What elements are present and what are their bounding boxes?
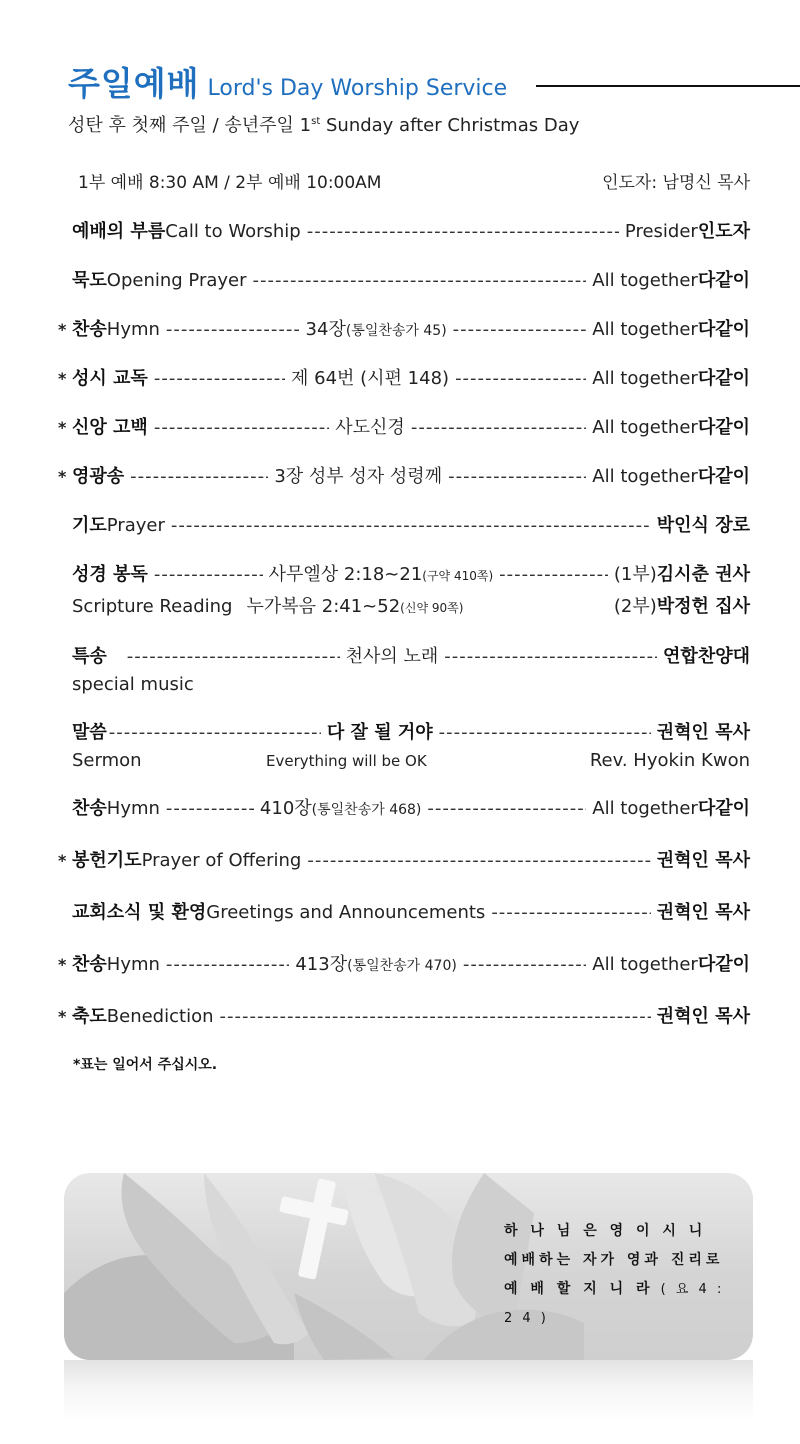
item-korean: 성시 교독 <box>72 368 148 389</box>
order-item <box>58 217 750 266</box>
verse-citation: ( 요 4 : 2 4 ) <box>504 1282 725 1326</box>
leader-dashes <box>253 270 587 291</box>
preacher-english: Rev. Hyokin Kwon <box>589 750 750 771</box>
standing-mark: * <box>58 851 67 870</box>
sermon-english: Sermon <box>72 750 142 771</box>
leader-korean: 다같이 <box>697 466 751 487</box>
sermon-english-row <box>58 750 750 780</box>
order-item <box>58 462 750 511</box>
leader-dashes <box>154 417 329 438</box>
standing-mark: * <box>58 418 67 437</box>
order-item <box>58 364 750 413</box>
leader-dashes <box>499 564 608 585</box>
leader-dashes <box>411 417 586 438</box>
leader-korean: 다같이 <box>697 368 750 389</box>
hands-cross-photo <box>64 1173 753 1360</box>
leader-dashes <box>455 368 586 389</box>
leader-korean: 권혁인 목사 <box>656 850 750 871</box>
sermon-korean: 말씀 <box>72 722 107 743</box>
order-item <box>58 413 750 462</box>
scripture-page-2: (신약 90쪽) <box>400 601 464 615</box>
leader-dashes <box>307 221 619 242</box>
leader-english: Presider <box>624 221 698 242</box>
leader-dashes <box>166 954 289 975</box>
leader-english: All together <box>592 319 698 340</box>
item-korean: 찬송 <box>72 319 107 340</box>
leader-dashes <box>453 319 587 340</box>
item-english: Prayer <box>106 515 165 536</box>
leader-english: All together <box>592 798 698 819</box>
special-title: 천사의 노래 <box>345 646 439 667</box>
item-detail-small: (통일찬송가 468) <box>311 802 422 818</box>
item-english: Opening Prayer <box>106 270 247 291</box>
subtitle-sup: st <box>311 116 321 127</box>
leader-dashes <box>491 902 650 923</box>
reader-service-2: (2부) <box>613 596 657 617</box>
standing-mark: * <box>58 320 67 339</box>
order-item <box>58 898 750 950</box>
leader-dashes <box>444 646 657 667</box>
page-title <box>68 58 758 105</box>
item-detail-small: (통일찬송가 470) <box>347 958 457 974</box>
leader-korean: 다같이 <box>697 954 750 975</box>
scripture-passage-1: 사무엘상 2:18~21 <box>268 564 423 585</box>
sermon-row <box>58 718 750 750</box>
item-detail: 3장 성부 성자 성령께 <box>274 466 443 487</box>
leader-dashes <box>127 646 340 667</box>
item-korean: 찬송 <box>72 954 107 975</box>
item-english: Call to Worship <box>165 221 301 242</box>
scripture-page-1: (구약 410쪽) <box>422 569 494 583</box>
leader-dashes <box>154 368 285 389</box>
leader-dashes <box>109 722 321 743</box>
leader-dashes <box>166 319 300 340</box>
leader-dashes <box>439 722 651 743</box>
preacher-korean: 권혁인 목사 <box>656 722 750 743</box>
subtitle-korean: 성탄 후 첫째 주일 / 송년주일 1 <box>68 115 312 136</box>
reader-1: 김시춘 권사 <box>656 564 751 585</box>
leader-english: All together <box>592 417 698 438</box>
order-item <box>58 266 750 315</box>
item-korean: 찬송 <box>72 798 107 819</box>
scripture-row-2 <box>58 592 750 626</box>
presider: 인도자: 남명신 목사 <box>602 173 750 193</box>
order-of-worship <box>58 168 750 1054</box>
scripture-english: Scripture Reading <box>72 596 233 617</box>
item-detail: 413장 <box>295 954 348 975</box>
choir: 연합찬양대 <box>663 646 750 667</box>
leader-dashes <box>220 1006 651 1027</box>
verse-line-2: 예배하는 자가 영과 진리로 <box>504 1252 724 1268</box>
special-english: special music <box>72 674 194 695</box>
leader-korean: 다같이 <box>697 417 750 438</box>
item-korean: 축도 <box>72 1006 107 1027</box>
scripture-korean: 성경 봉독 <box>72 564 148 585</box>
item-english: Hymn <box>106 319 160 340</box>
leader-dashes <box>463 954 586 975</box>
item-english: Hymn <box>106 954 160 975</box>
title-divider <box>536 85 800 87</box>
item-english: Greetings and Announcements <box>206 902 486 923</box>
scripture-passage-2: 누가복음 2:41~52 <box>246 596 401 617</box>
item-detail: 410장 <box>259 798 312 819</box>
leader-english: All together <box>592 954 698 975</box>
leader-dashes <box>307 850 650 871</box>
sermon-block <box>58 718 750 794</box>
sermon-title: 다 잘 될 거야 <box>326 722 433 743</box>
leader-dashes <box>166 798 254 819</box>
item-korean: 봉헌기도 <box>72 850 142 871</box>
item-english: Prayer of Offering <box>141 850 302 871</box>
leader-korean: 권혁인 목사 <box>656 1006 750 1027</box>
leader-dashes <box>171 515 651 536</box>
special-row <box>58 642 750 674</box>
leader-korean: 다같이 <box>697 319 751 340</box>
item-korean: 교회소식 및 환영 <box>72 902 207 923</box>
item-english: Benediction <box>106 1006 214 1027</box>
service-times: 1부 예배 8:30 AM / 2부 예배 10:00AM <box>78 173 382 193</box>
bible-verse <box>504 1217 734 1333</box>
leader-dashes <box>154 564 263 585</box>
item-korean: 신앙 고백 <box>72 417 148 438</box>
leader-korean: 권혁인 목사 <box>656 902 750 923</box>
reader-service-1: (1부) <box>613 564 657 585</box>
order-item <box>58 315 750 364</box>
special-music-block <box>58 642 750 718</box>
leader-dashes <box>427 798 586 819</box>
leader-english: All together <box>592 368 698 389</box>
leader-english: All together <box>592 466 698 487</box>
item-korean: 기도 <box>72 515 107 536</box>
standing-note: *표는 일어서 주십시오. <box>73 1057 218 1073</box>
item-korean: 영광송 <box>72 466 125 487</box>
verse-line-1: 하 나 님 은 영 이 시 니 <box>504 1223 707 1239</box>
scripture-row-1 <box>58 560 750 592</box>
cross-icon <box>279 1178 349 1280</box>
standing-mark: * <box>58 467 67 486</box>
order-item <box>58 1002 750 1054</box>
item-korean: 묵도 <box>72 270 107 291</box>
service-times-row <box>58 168 750 217</box>
item-detail: 제 64번 (시편 148) <box>291 368 450 389</box>
subtitle-english: Sunday after Christmas Day <box>320 115 580 136</box>
header <box>68 58 758 137</box>
item-korean: 예배의 부름 <box>72 221 166 242</box>
order-item <box>58 846 750 898</box>
title-korean: 주일예배 <box>68 64 200 103</box>
item-detail-small: (통일찬송가 45) <box>345 323 447 339</box>
special-korean: 특송 <box>72 646 107 667</box>
leader-korean: 다같이 <box>697 798 750 819</box>
scripture-block <box>58 560 750 642</box>
item-detail: 34장 <box>305 319 346 340</box>
sermon-title-english: Everything will be OK <box>266 752 427 770</box>
title-english: Lord's Day Worship Service <box>207 76 508 101</box>
order-item <box>58 950 750 1002</box>
reader-2: 박정헌 집사 <box>656 596 750 617</box>
standing-mark: * <box>58 1007 67 1026</box>
leader-dashes <box>130 466 268 487</box>
verse-line-3: 예 배 할 지 니 라 <box>504 1281 654 1297</box>
standing-mark: * <box>58 369 67 388</box>
subtitle <box>68 111 758 137</box>
order-item <box>58 511 750 560</box>
leader-korean: 인도자 <box>697 221 750 242</box>
item-english: Hymn <box>106 798 160 819</box>
leader-korean: 박인식 장로 <box>656 515 750 536</box>
leader-korean: 다같이 <box>697 270 750 291</box>
leader-dashes <box>448 466 586 487</box>
item-detail: 사도신경 <box>335 417 405 438</box>
leader-english: All together <box>592 270 698 291</box>
standing-mark: * <box>58 955 67 974</box>
order-item <box>58 794 750 846</box>
photo-reflection <box>64 1360 753 1420</box>
